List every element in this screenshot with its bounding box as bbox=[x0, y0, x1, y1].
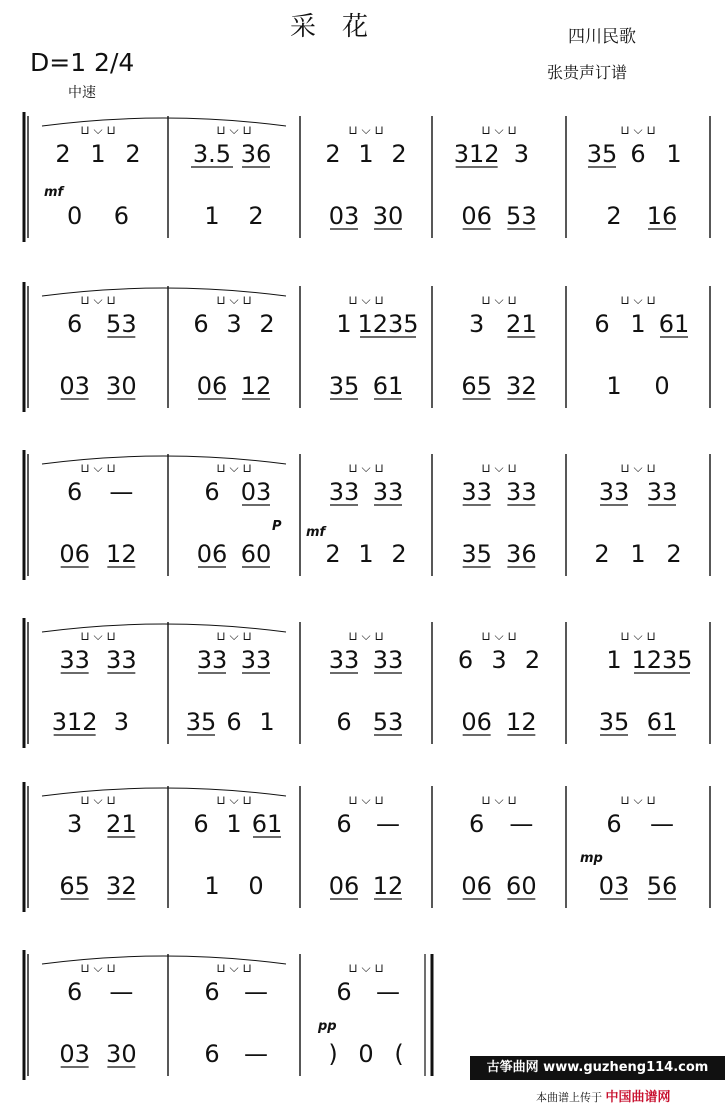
upload-prefix: 本曲谱上传于 bbox=[536, 1091, 602, 1104]
fingering-marks: ⊔ ⌵ ⊔ bbox=[80, 629, 116, 643]
dynamic-p: P bbox=[272, 519, 282, 534]
lower-voice-note: 32 bbox=[106, 872, 137, 900]
lower-voice-note: 06 bbox=[59, 540, 90, 568]
tempo-marking: 中速 bbox=[68, 85, 96, 101]
lower-voice-note: 35 bbox=[598, 708, 630, 736]
lower-voice-note: 2 bbox=[391, 540, 407, 568]
upper-voice-note: 21 bbox=[106, 810, 137, 838]
fingering-marks: ⊔ ⌵ ⊔ bbox=[348, 793, 384, 807]
upper-voice-note: 33 bbox=[506, 478, 537, 506]
upper-voice-note: 35 bbox=[586, 140, 618, 168]
upper-voice-note: 1235 bbox=[357, 310, 419, 338]
lower-voice-note: 06 bbox=[196, 372, 228, 400]
upload-site: 中国曲谱网 bbox=[605, 1090, 671, 1105]
fingering-marks: ⊔ ⌵ ⊔ bbox=[348, 293, 384, 307]
upper-voice-note: 6 bbox=[457, 646, 474, 674]
fingering-marks: ⊔ ⌵ ⊔ bbox=[348, 629, 384, 643]
fingering-marks: ⊔ ⌵ ⊔ bbox=[481, 293, 517, 307]
key-signature: D=1 2/4 bbox=[30, 48, 135, 77]
upper-voice-note: 33 bbox=[328, 478, 360, 506]
upper-voice-note: 3 bbox=[226, 310, 242, 338]
lower-voice-note: 16 bbox=[646, 202, 678, 230]
fingering-marks: ⊔ ⌵ ⊔ bbox=[620, 629, 656, 643]
upper-voice-note: 6 bbox=[469, 810, 485, 838]
lower-voice-note: 1 bbox=[204, 872, 220, 900]
upper-voice-note: 33 bbox=[59, 646, 90, 674]
upper-voice-note: 1 bbox=[606, 646, 622, 674]
lower-voice-note: 0 bbox=[248, 872, 264, 900]
lower-voice-note: ( bbox=[394, 1040, 404, 1068]
lower-voice-note: 61 bbox=[372, 372, 404, 400]
lower-voice-note: 6 bbox=[204, 1040, 220, 1068]
fingering-marks: ⊔ ⌵ ⊔ bbox=[620, 293, 656, 307]
upper-voice-note: 6 bbox=[67, 478, 83, 506]
upper-voice-note: 2 bbox=[524, 646, 541, 674]
fingering-marks: ⊔ ⌵ ⊔ bbox=[348, 461, 384, 475]
lower-voice-note: 3 bbox=[113, 708, 129, 736]
upper-voice-note: 1 bbox=[90, 140, 106, 168]
lower-voice-note: 06 bbox=[196, 540, 228, 568]
upper-voice-note: 33 bbox=[328, 646, 360, 674]
upper-voice-note: 6 bbox=[630, 140, 646, 168]
upper-voice-note: 6 bbox=[204, 478, 220, 506]
upper-voice-note: — bbox=[376, 810, 400, 838]
upper-voice-note: 2 bbox=[55, 140, 71, 168]
lower-voice-note: 0 bbox=[358, 1040, 374, 1068]
lower-voice-note: 12 bbox=[372, 872, 404, 900]
fingering-marks: ⊔ ⌵ ⊔ bbox=[80, 793, 116, 807]
upper-voice-note: 36 bbox=[240, 140, 272, 168]
lower-voice-note: 2 bbox=[594, 540, 610, 568]
upper-voice-note: — bbox=[650, 810, 674, 838]
lower-voice-note: 06 bbox=[461, 202, 492, 230]
upper-voice-note: 6 bbox=[67, 978, 83, 1006]
upper-voice-note: 6 bbox=[204, 978, 220, 1006]
upper-voice-note: 53 bbox=[106, 310, 137, 338]
site-watermark: 古筝曲网 www.guzheng114.com bbox=[470, 1056, 725, 1080]
lower-voice-note: — bbox=[244, 1040, 268, 1068]
fingering-marks: ⊔ ⌵ ⊔ bbox=[620, 461, 656, 475]
upper-voice-note: 33 bbox=[646, 478, 678, 506]
upper-voice-note: 61 bbox=[658, 310, 690, 338]
lower-voice-note: 03 bbox=[328, 202, 360, 230]
lower-voice-note: 6 bbox=[226, 708, 242, 736]
upper-voice-note: 61 bbox=[251, 810, 283, 838]
upper-voice-note: 33 bbox=[372, 646, 404, 674]
lower-voice-note: 1 bbox=[630, 540, 646, 568]
lower-voice-note: 12 bbox=[506, 708, 537, 736]
lower-voice-note: 1 bbox=[204, 202, 220, 230]
lower-voice-note: 65 bbox=[59, 872, 90, 900]
lower-voice-note: 35 bbox=[185, 708, 217, 736]
upper-voice-note: 1 bbox=[226, 810, 242, 838]
fingering-marks: ⊔ ⌵ ⊔ bbox=[620, 123, 656, 137]
upper-voice-note: 312 bbox=[453, 140, 500, 168]
lower-voice-note: 6 bbox=[113, 202, 129, 230]
upload-notice bbox=[536, 1086, 671, 1105]
upper-voice-note: 3.5 bbox=[192, 140, 232, 168]
lower-voice-note: 0 bbox=[654, 372, 670, 400]
lower-voice-note: 1 bbox=[358, 540, 374, 568]
fingering-marks: ⊔ ⌵ ⊔ bbox=[216, 461, 252, 475]
upper-voice-note: 33 bbox=[106, 646, 137, 674]
upper-voice-note: — bbox=[109, 478, 134, 506]
lower-voice-note: 1 bbox=[259, 708, 275, 736]
lower-voice-note: 6 bbox=[336, 708, 352, 736]
lower-voice-note: 0 bbox=[67, 202, 83, 230]
lower-voice-note: 2 bbox=[606, 202, 622, 230]
upper-voice-note: 33 bbox=[196, 646, 228, 674]
upper-voice-note: 6 bbox=[594, 310, 610, 338]
score-title: 采花 bbox=[290, 12, 395, 42]
upper-voice-note: 21 bbox=[506, 310, 537, 338]
upper-voice-note: 6 bbox=[336, 978, 352, 1006]
upper-voice-note: 3 bbox=[67, 810, 83, 838]
lower-voice-note: 03 bbox=[598, 872, 630, 900]
upper-voice-note: 1235 bbox=[631, 646, 693, 674]
fingering-marks: ⊔ ⌵ ⊔ bbox=[80, 961, 116, 975]
upper-voice-note: 6 bbox=[67, 310, 83, 338]
lower-voice-note: 30 bbox=[106, 1040, 137, 1068]
lower-voice-note: 30 bbox=[372, 202, 404, 230]
upper-voice-note: 1 bbox=[666, 140, 682, 168]
upper-voice-note: 33 bbox=[598, 478, 630, 506]
dynamic-mf: mf bbox=[44, 185, 64, 200]
dynamic-mf: mf bbox=[306, 525, 326, 540]
fingering-marks: ⊔ ⌵ ⊔ bbox=[80, 123, 116, 137]
lower-voice-note: 2 bbox=[248, 202, 264, 230]
upper-voice-note: 6 bbox=[336, 810, 352, 838]
lower-voice-note: 2 bbox=[325, 540, 341, 568]
upper-voice-note: 6 bbox=[193, 810, 209, 838]
fingering-marks: ⊔ ⌵ ⊔ bbox=[620, 793, 656, 807]
upper-voice-note: 3 bbox=[469, 310, 485, 338]
lower-voice-note: 60 bbox=[506, 872, 537, 900]
lower-voice-note: 53 bbox=[372, 708, 404, 736]
dynamic-mp: mp bbox=[580, 851, 603, 866]
upper-voice-note: — bbox=[109, 978, 134, 1006]
upper-voice-note: — bbox=[244, 978, 268, 1006]
upper-voice-note: 1 bbox=[630, 310, 646, 338]
upper-voice-note: 1 bbox=[336, 310, 352, 338]
upper-voice-note: 2 bbox=[325, 140, 341, 168]
fingering-marks: ⊔ ⌵ ⊔ bbox=[216, 123, 252, 137]
lower-voice-note: 06 bbox=[461, 872, 492, 900]
fingering-marks: ⊔ ⌵ ⊔ bbox=[216, 793, 252, 807]
fingering-marks: ⊔ ⌵ ⊔ bbox=[481, 123, 517, 137]
fingering-marks: ⊔ ⌵ ⊔ bbox=[481, 461, 517, 475]
lower-voice-note: 56 bbox=[646, 872, 678, 900]
lower-voice-note: 2 bbox=[666, 540, 682, 568]
upper-voice-note: 2 bbox=[391, 140, 407, 168]
upper-voice-note: 6 bbox=[193, 310, 209, 338]
lower-voice-note: 1 bbox=[606, 372, 622, 400]
lower-voice-note: 65 bbox=[461, 372, 492, 400]
upper-voice-note: 3 bbox=[513, 140, 529, 168]
upper-voice-note: — bbox=[376, 978, 400, 1006]
lower-voice-note: 12 bbox=[240, 372, 272, 400]
lower-voice-note: 53 bbox=[506, 202, 537, 230]
lower-voice-note: ) bbox=[328, 1040, 338, 1068]
upper-voice-note: 03 bbox=[240, 478, 272, 506]
upper-voice-note: 3 bbox=[491, 646, 507, 674]
upper-voice-note: 1 bbox=[358, 140, 374, 168]
fingering-marks: ⊔ ⌵ ⊔ bbox=[216, 629, 252, 643]
upper-voice-note: 33 bbox=[372, 478, 404, 506]
upper-voice-note: — bbox=[509, 810, 534, 838]
lower-voice-note: 06 bbox=[461, 708, 492, 736]
lower-voice-note: 32 bbox=[506, 372, 537, 400]
upper-voice-note: 6 bbox=[606, 810, 622, 838]
lower-voice-note: 35 bbox=[461, 540, 492, 568]
lower-voice-note: 61 bbox=[646, 708, 678, 736]
arranger-credit: 张贵声订谱 bbox=[547, 63, 628, 82]
upper-voice-note: 33 bbox=[240, 646, 272, 674]
dynamic-pp: pp bbox=[318, 1019, 337, 1034]
fingering-marks: ⊔ ⌵ ⊔ bbox=[481, 629, 517, 643]
fingering-marks: ⊔ ⌵ ⊔ bbox=[80, 461, 116, 475]
upper-voice-note: 33 bbox=[461, 478, 492, 506]
song-origin: 四川民歌 bbox=[568, 27, 636, 47]
lower-voice-note: 30 bbox=[106, 372, 137, 400]
fingering-marks: ⊔ ⌵ ⊔ bbox=[216, 961, 252, 975]
upper-voice-note: 2 bbox=[125, 140, 141, 168]
lower-voice-note: 03 bbox=[59, 372, 90, 400]
lower-voice-note: 60 bbox=[240, 540, 272, 568]
lower-voice-note: 03 bbox=[59, 1040, 90, 1068]
lower-voice-note: 36 bbox=[506, 540, 537, 568]
lower-voice-note: 35 bbox=[328, 372, 360, 400]
lower-voice-note: 312 bbox=[51, 708, 98, 736]
fingering-marks: ⊔ ⌵ ⊔ bbox=[348, 123, 384, 137]
lower-voice-note: 06 bbox=[328, 872, 360, 900]
fingering-marks: ⊔ ⌵ ⊔ bbox=[216, 293, 252, 307]
upper-voice-note: 2 bbox=[259, 310, 275, 338]
fingering-marks: ⊔ ⌵ ⊔ bbox=[481, 793, 517, 807]
fingering-marks: ⊔ ⌵ ⊔ bbox=[348, 961, 384, 975]
lower-voice-note: 12 bbox=[106, 540, 137, 568]
fingering-marks: ⊔ ⌵ ⊔ bbox=[80, 293, 116, 307]
